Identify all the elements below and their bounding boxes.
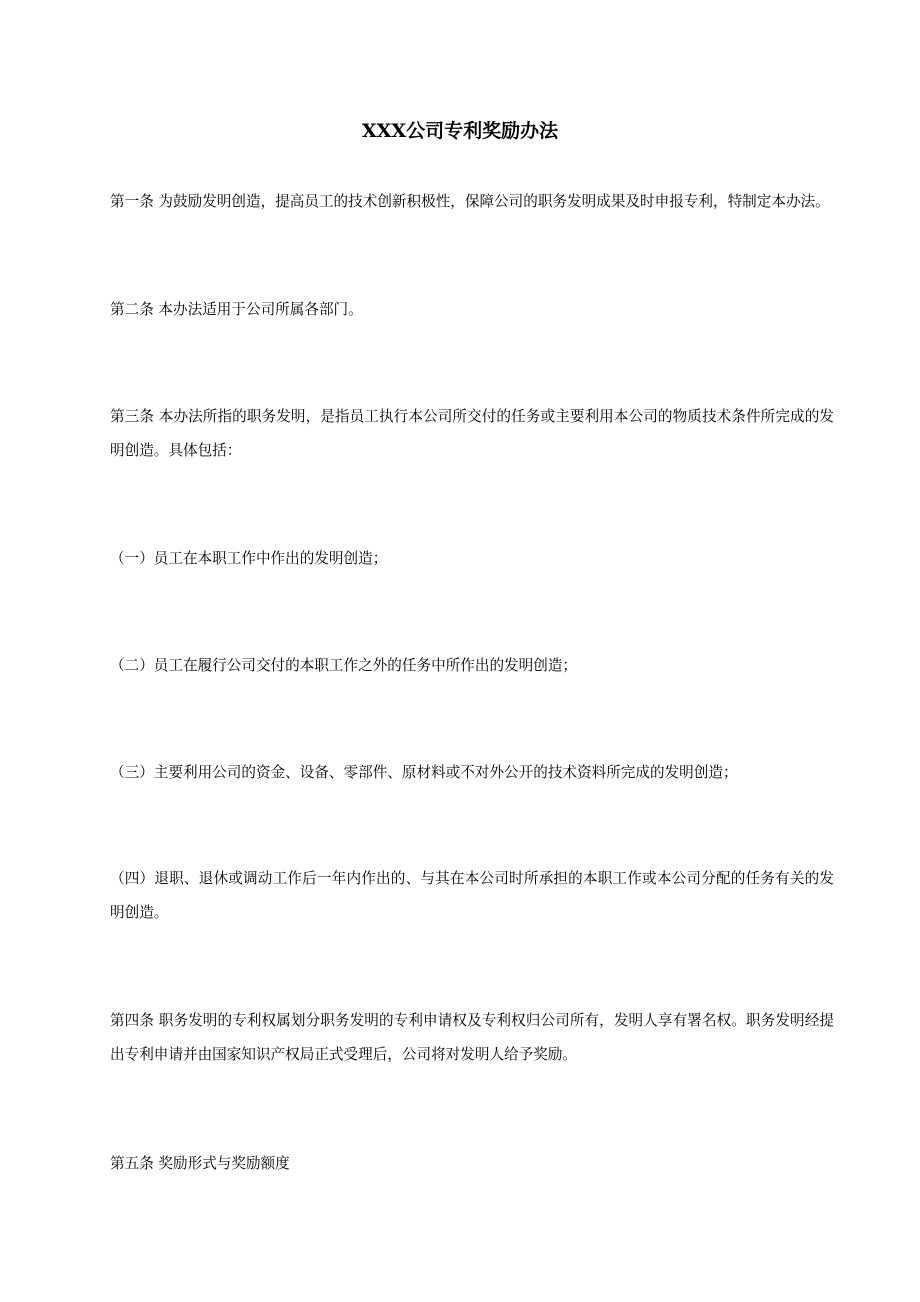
item-3-paragraph: （三）主要利用公司的资金、设备、零部件、原材料或不对外公开的技术资料所完成的发明创造；: [110, 764, 738, 781]
article-1-paragraph: 第一条 为鼓励发明创造，提高员工的技术创新积极性，保障公司的职务发明成果及时申报专利，特制定本办法。: [110, 193, 830, 210]
item-1-paragraph: （一）员工在本职工作中作出的发明创造；: [110, 550, 388, 567]
article-5-paragraph: 第五条 奖励形式与奖励额度: [110, 1155, 290, 1172]
article-3-paragraph: 第三条 本办法所指的职务发明，是指员工执行本公司所交付的任务或主要利用本公司的物质技术条件所完成的发明创造。具体包括：: [110, 408, 834, 459]
document-title: XXX公司专利奖励办法: [361, 120, 559, 142]
article-2-paragraph: 第二条 本办法适用于公司所属各部门。: [110, 301, 363, 318]
article-4-paragraph: 第四条 职务发明的专利权属划分职务发明的专利申请权及专利权归公司所有，发明人享有署名权。职务发明经提出专利申请并由国家知识产权局正式受理后，公司将对发明人给予奖励。: [110, 1012, 834, 1063]
item-2-paragraph: （二）员工在履行公司交付的本职工作之外的任务中所作出的发明创造；: [110, 657, 578, 674]
item-4-paragraph: （四）退职、退休或调动工作后一年内作出的、与其在本公司时所承担的本职工作或本公司分配的任务有关的发明创造。: [110, 870, 834, 921]
